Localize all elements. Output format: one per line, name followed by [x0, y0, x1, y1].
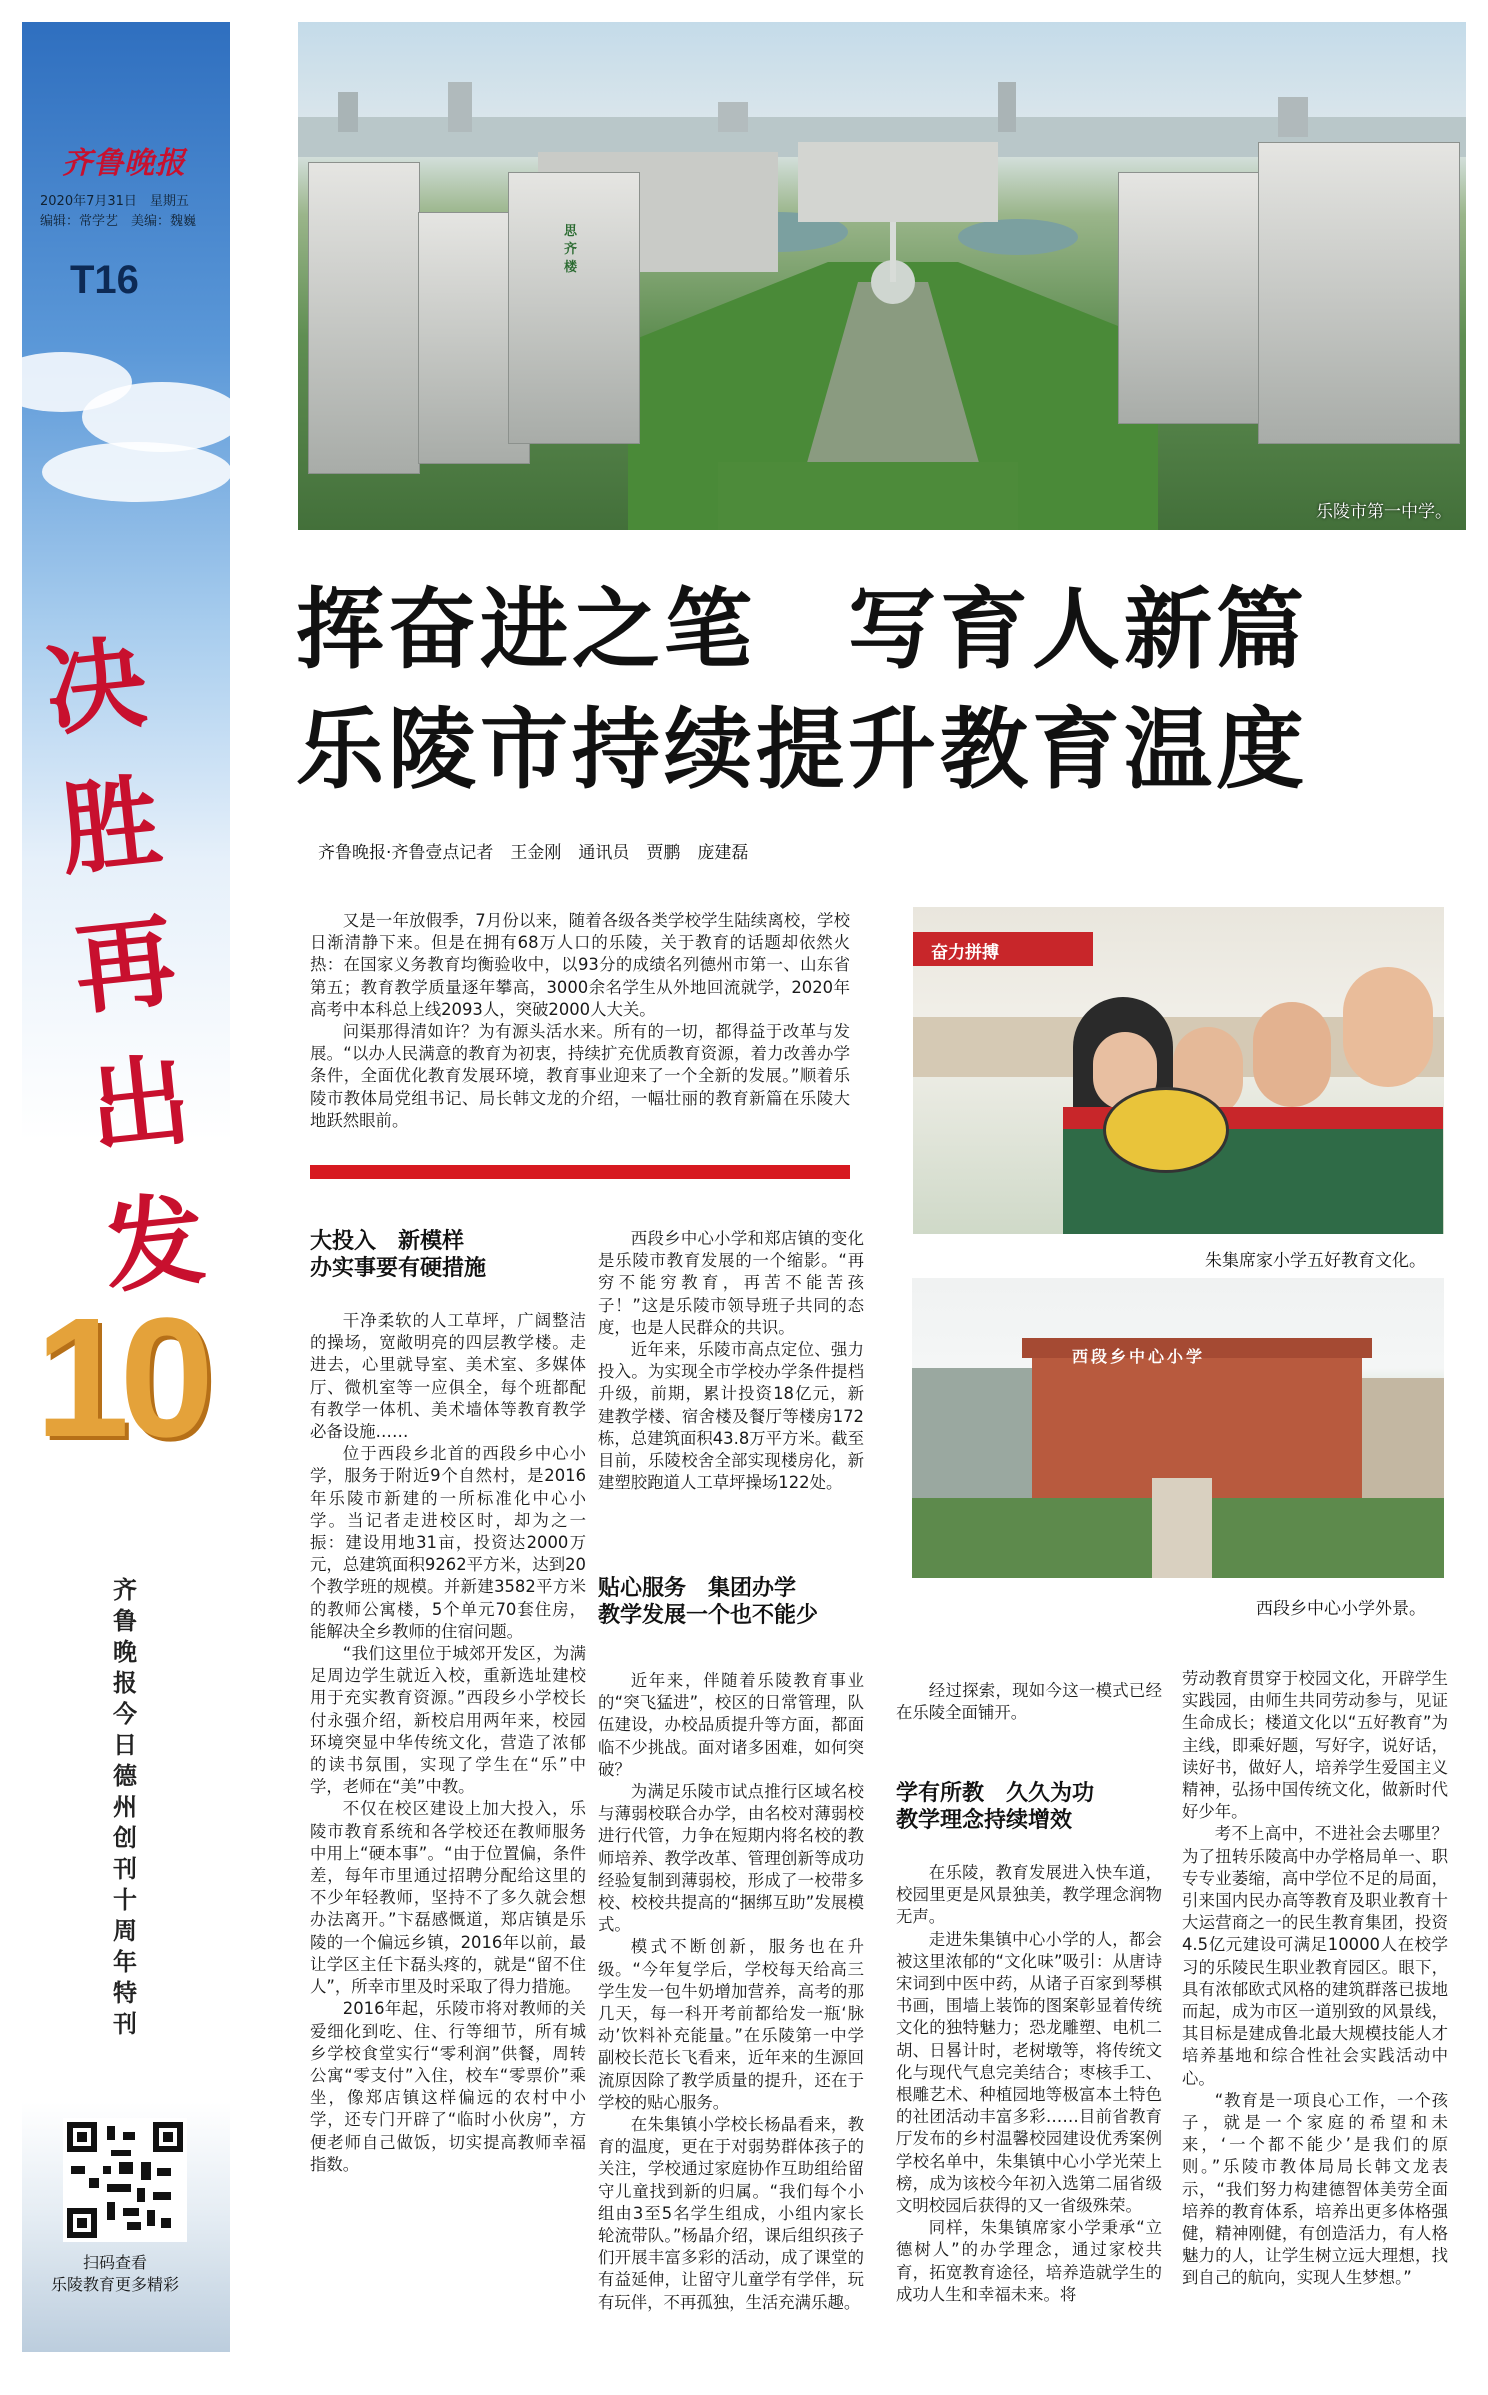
- slogan-calligraphy: 决胜再出发: [39, 622, 211, 1308]
- section3-title: 学有所教 久久为功 教学理念持续增效: [896, 1781, 1095, 1833]
- lawn: [718, 462, 1018, 530]
- building-signature: [508, 172, 640, 444]
- editor-credit: 编辑：常学艺 美编：魏巍: [40, 214, 197, 229]
- page-number: T16: [70, 258, 139, 302]
- photo-caption-students: 朱集席家小学五好教育文化。: [1205, 1251, 1426, 1271]
- intro-paragraph: 又是一年放假季，7月份以来，随着各级各类学校学生陆续离校，学校日渐清静下来。但是在拥有68万人口的乐陵，关于教育的话题却依然火热：在国家义务教育均衡验收中，以93分的成绩名列德州市第一、山东省第五；教育教学质量逐年攀高，3000余名学生从外地回流就学，2020年高考中本科总上线2093人，突破2000人大关。: [310, 911, 850, 1019]
- section2-title: 贴心服务 集团办学 教学发展一个也不能少: [598, 1576, 819, 1628]
- column-1: 干净柔软的人工草坪，广阔整洁的操场，宽敞明亮的四层教学楼。走进去，心里就导室、美术室、多媒体厅、微机室等一应俱全，每个班都配有教学一体机、美术墙体等教育教学必备设施…… 位于西段乡北首的西段乡中心小学，服务于附近9个自然村，是2016年乐陵市新建的一所标准化中心小学。当记者走进校区时，却为之一振：建设用地31亩，投资达2000万元，总建筑面积9262平方米，达到20个教学班的规模。并新建3582平方米的教师公寓楼，5个单元70套住房，能解决全乡教师的住宿问题。 “我们这里位于城郊开发区，为满足周边学生就近入校，重新选址建校用于充实教育资源。”西段乡小学校长付永强介绍，新校启用两年来，校园环境突显中华传统文化，营造了浓郁的读书氛围，实现了学生在“乐”中学，老师在“美”中教。 不仅在校区建设上加大投入，乐陵市教育系统和各学校还在教师服务中用上“硬本事”。“由于位置偏，条件差，每年市里通过招聘分配给这里的不少年轻教师，坚持不了多久就会想办法离开。”卞磊感慨道，郑店镇是乐陵的一个偏远乡镇，2016年以前，最让学区主任卞磊头疼的，就是“留不住人”，所幸市里及时采取了得力措施。 2016年起，乐陵市将对教师的关爱细化到吃、住、行等细节，所有城乡学校食堂实行“零利润”供餐，周转公寓“零支付”入住，校车“零票价”乘坐，像郑店镇这样偏远的农村中小学，还专门开辟了“临时小伙房”，方便老师自己做饭，切实提高教师幸福指数。: [310, 1311, 586, 2174]
- intro-paragraph: 问渠那得清如许？为有源头活水来。所有的一切，都得益于改革与发展。“以办人民满意的教育为初衷，持续扩充优质教育资源，着力改善办学条件，全面优化教育发展环境，教育事业迎来了一个全新的发展。”顺着乐陵市教体局党组书记、局长韩文龙的介绍，一幅壮丽的教育新篇在乐陵大地跃然眼前。: [310, 1022, 850, 1130]
- school-sign: 西段乡中心小学: [1072, 1347, 1206, 1366]
- masthead-logo: 齐鲁晚报: [62, 146, 186, 181]
- column-3-top: 经过探索，现如今这一模式已经在乐陵全面铺开。: [896, 1681, 1162, 1723]
- section1-title: 大投入 新模样 办实事要有硬措施: [310, 1229, 487, 1281]
- building: [1258, 142, 1460, 444]
- cloud-decoration: [42, 442, 230, 502]
- qr-caption-1: 扫码查看: [82, 2253, 147, 2272]
- hero-photo: [298, 22, 1466, 530]
- headline-line1: 挥奋进之笔 写育人新篇: [296, 578, 1309, 681]
- qr-code[interactable]: [63, 2118, 187, 2242]
- building: [308, 162, 420, 474]
- qr-caption-2: 乐陵教育更多精彩: [50, 2275, 179, 2294]
- intro-text: [310, 910, 850, 1132]
- vertical-title: 齐鲁晚报今日德州创刊十周年特刊: [113, 1576, 137, 2038]
- byline: 齐鲁晚报·齐鲁壹点记者 王金刚 通讯员 贾鹏 庞建磊: [318, 843, 749, 863]
- photo-caption-school: 西段乡中心小学外景。: [1256, 1599, 1426, 1619]
- red-divider: [310, 1165, 850, 1179]
- building: [1118, 172, 1270, 424]
- students-photo: [913, 907, 1444, 1234]
- school-building: [1032, 1348, 1362, 1498]
- column-2-top: 西段乡中心小学和郑店镇的变化是乐陵市教育发展的一个缩影。“再穷不能穷教育，再苦不能苦孩子！”这是乐陵市领导班子共同的态度，也是人民群众的共识。 近年来，乐陵市高点定位、强力投入。为实现全市学校办学条件提档升级，前期，累计投资18亿元，新建教学楼、宿舍楼及餐厅等楼房172栋，总建筑面积43.8万平方米。截至目前，乐陵校舍全部实现楼房化，新建塑胶跑道人工草坪操场122处。: [598, 1229, 864, 1493]
- anniversary-number: 10: [35, 1283, 205, 1473]
- hero-caption: 乐陵市第一中学。: [1316, 502, 1452, 522]
- school-photo: [912, 1278, 1444, 1578]
- classroom-banner: 奋力拼搏: [913, 932, 1093, 966]
- column-3: 在乐陵，教育发展进入快车道，校园里更是风景独美，教学理念润物无声。 走进朱集镇中心小学的人，都会被这里浓郁的“文化味”吸引：从唐诗宋词到中医中药，从诸子百家到琴棋书画，围墙上装饰的图案彰显着传统文化的独特魅力；恐龙雕塑、电机二胡、日晷计时，老树墩等，将传统文化与现代气息完美结合；枣核手工、根雕艺术、种植园地等极富本土特色的社团活动丰富多彩……目前省教育厅发布的乡村温馨校园建设优秀案例学校名单中，朱集镇中心小学光荣上榜，成为该校今年初入选第二届省级文明校园后获得的又一省级殊荣。 同样，朱集镇席家小学秉承“立德树人”的办学理念，通过家校共育，拓宽教育途径，培养造就学生的成功人生和幸福未来。将: [896, 1863, 1162, 2304]
- column-4: 劳动教育贯穿于校园文化，开辟学生实践园，由师生共同劳动参与，见证生命成长；楼道文化以“五好教育”为主线，即乘好题，写好字，说好话，读好书，做好人，培养学生爱国主义精神，弘扬中国传统文化，做新时代好少年。 考不上高中，不进社会去哪里？为了扭转乐陵高中办学格局单一、职专专业萎缩，高中学位不足的局面，引来国内民办高等教育及职业教育十大运营商之一的民生教育集团，投资4.5亿元建设可满足10000人在校学习的乐陵民生职业教育园区。眼下，具有浓郁欧式风格的建筑群落已拔地而起，成为市区一道别致的风景线，其目标是建成鲁北最大规模技能人才培养基地和综合性社会实践活动中心。 “教育是一项良心工作，一个孩子，就是一个家庭的希望和未来，‘一个都不能少’是我们的原则。”乐陵市教体局局长韩文龙表示，“我们努力构建德智体美劳全面培养的教育体系，培养出更多体格强健，精神刚健，有创造活力，有人格魅力的人，让学生树立远大理想，找到自己的航向，实现人生梦想。”: [1182, 1669, 1448, 2288]
- column-2: 近年来，伴随着乐陵教育事业的“突飞猛进”，校区的日常管理，队伍建设，办校品质提升等方面，都面临不少挑战。面对诸多困难，如何突破？ 为满足乐陵市试点推行区域名校与薄弱校联合办学，由名校对薄弱校进行代管，力争在短期内将名校的教师培养、教学改革、管理创新等成功经验复制到薄弱校，形成了一校带多校、校校共提高的“捆绑互助”发展模式。 模式不断创新，服务也在升级。“今年复学后，学校每天给高三学生发一包牛奶增加营养，高考的那几天，每一科开考前都给发一瓶‘脉动’饮料补充能量。”在乐陵第一中学副校长范长飞看来，近年来的生源回流原因除了教学质量的提升，还在于学校的贴心服务。 在朱集镇小学校长杨晶看来，教育的温度，更在于对弱势群体孩子的关注，学校通过家庭协作互助组给留守儿童找到新的归属。“我们每个小组由3至5名学生组成，小组内家长轮流带队。”杨晶介绍，课后组织孩子们开展丰富多彩的活动，成了课堂的有益延伸，让留守儿童学有学伴，玩有玩伴，不再孤独，生活充满乐趣。: [598, 1671, 864, 2312]
- building-sign: 思齐楼: [564, 224, 578, 275]
- issue-date: 2020年7月31日 星期五: [40, 194, 189, 209]
- headline-line2: 乐陵市持续提升教育温度: [296, 698, 1309, 801]
- cloud-decoration: [82, 382, 230, 452]
